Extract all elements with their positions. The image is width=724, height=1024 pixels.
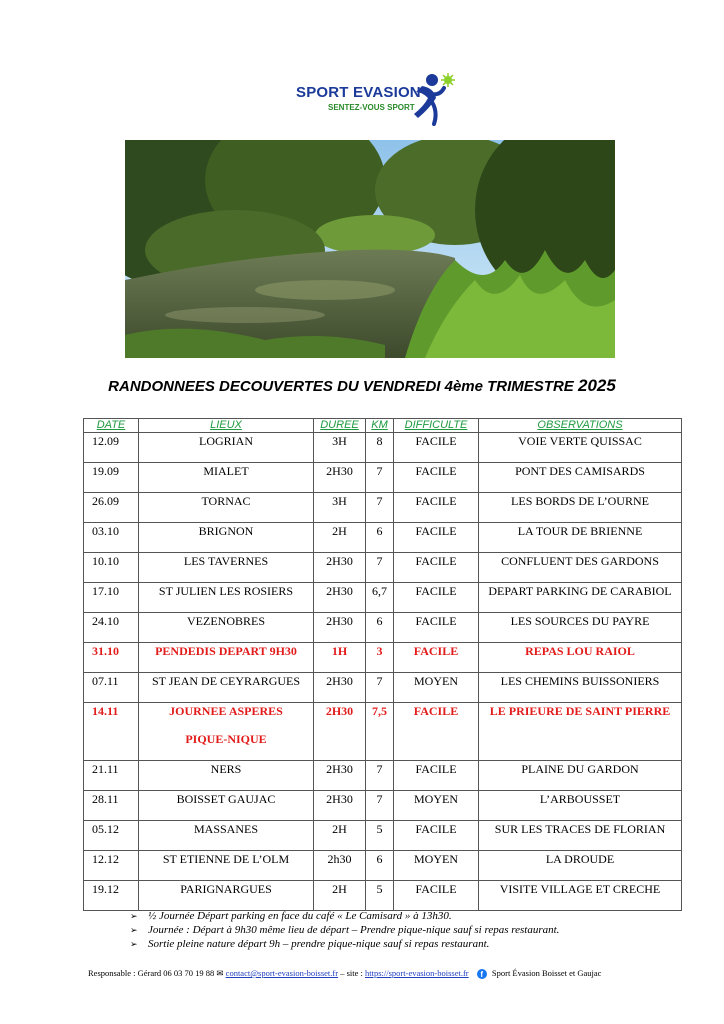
cell-km: 6 [366, 613, 394, 643]
cell-duree: 2H30 [314, 791, 366, 821]
cell-duree: 2H30 [314, 761, 366, 791]
table-row-highlighted [84, 643, 682, 673]
cell-km: 7 [366, 761, 394, 791]
cell-lieu: ST ETIENNE DE L’OLM [139, 851, 314, 881]
cell-observations: LES CHEMINS BUISSONIERS [479, 673, 682, 703]
arrow-bullet-icon: ➢ [130, 911, 138, 921]
cell-duree: 2H [314, 881, 366, 911]
note-text: ½ Journée Départ parking en face du café « Le Camisard » à 13h30. [148, 910, 452, 922]
table-row [84, 613, 682, 643]
cell-difficulte: MOYEN [394, 673, 479, 703]
header-lieux: LIEUX [139, 419, 314, 433]
river-landscape-photo [125, 140, 615, 358]
document-title [0, 376, 724, 396]
cell-lieu: ST JEAN DE CEYRARGUES [139, 673, 314, 703]
cell-observations: SUR LES TRACES DE FLORIAN [479, 821, 682, 851]
cell-lieu: MIALET [139, 463, 314, 493]
cell-km: 7 [366, 673, 394, 703]
cell-date: 10.10 [84, 553, 139, 583]
cell-duree: 2h30 [314, 851, 366, 881]
cell-difficulte: FACILE [394, 463, 479, 493]
cell-difficulte: FACILE [394, 613, 479, 643]
table-row-highlighted [84, 703, 682, 761]
cell-date: 17.10 [84, 583, 139, 613]
cell-date: 14.11 [84, 703, 139, 761]
cell-observations: DEPART PARKING DE CARABIOL [479, 583, 682, 613]
cell-difficulte: FACILE [394, 433, 479, 463]
footer [88, 968, 601, 979]
footer-responsable: Responsable : Gérard 06 03 70 19 88 [88, 968, 215, 978]
cell-duree: 1H [314, 643, 366, 673]
cell-km: 7 [366, 463, 394, 493]
table-row [84, 761, 682, 791]
cell-duree: 2H [314, 821, 366, 851]
cell-duree: 2H [314, 523, 366, 553]
cell-duree: 2H30 [314, 613, 366, 643]
header-date: DATE [84, 419, 139, 433]
cell-difficulte: FACILE [394, 523, 479, 553]
footer-email-link[interactable]: contact@sport-evasion-boisset.fr [225, 968, 339, 978]
cell-date: 07.11 [84, 673, 139, 703]
cell-lieu: MASSANES [139, 821, 314, 851]
cell-difficulte: FACILE [394, 703, 479, 761]
cell-lieu: NERS [139, 761, 314, 791]
cell-date: 24.10 [84, 613, 139, 643]
table-row [84, 881, 682, 911]
arrow-bullet-icon: ➢ [130, 939, 138, 949]
schedule-table [83, 418, 682, 911]
table-row [84, 673, 682, 703]
header-km: KM [366, 419, 394, 433]
cell-km: 7 [366, 493, 394, 523]
cell-lieu: PENDEDIS DEPART 9H30 [139, 643, 314, 673]
cell-date: 19.12 [84, 881, 139, 911]
note-text: Journée : Départ à 9h30 même lieu de départ – Prendre pique-nique sauf si repas restaurant. [148, 924, 560, 936]
table-row [84, 553, 682, 583]
cell-observations: PLAINE DU GARDON [479, 761, 682, 791]
cell-difficulte: FACILE [394, 821, 479, 851]
cell-lieu: PARIGNARGUES [139, 881, 314, 911]
cell-date: 21.11 [84, 761, 139, 791]
cell-observations: LE PRIEURE DE SAINT PIERRE [479, 703, 682, 761]
footer-facebook: Sport Évasion Boisset et Gaujac [491, 968, 602, 978]
logo-tagline: SENTEZ-VOUS SPORT [328, 103, 415, 112]
cell-difficulte: FACILE [394, 553, 479, 583]
cell-lieu: BRIGNON [139, 523, 314, 553]
cell-km: 5 [366, 821, 394, 851]
cell-km: 6 [366, 851, 394, 881]
sport-evasion-logo [290, 70, 460, 130]
note-item [130, 909, 559, 923]
footer-site-link[interactable]: https://sport-evasion-boisset.fr [365, 968, 469, 978]
cell-difficulte: FACILE [394, 761, 479, 791]
footer-site-label: – site : [340, 968, 363, 978]
cell-difficulte: FACILE [394, 881, 479, 911]
table-row [84, 791, 682, 821]
table-row [84, 433, 682, 463]
note-text: Sortie pleine nature départ 9h – prendre pique-nique sauf si repas restaurant. [148, 938, 490, 950]
cell-date: 12.09 [84, 433, 139, 463]
arrow-bullet-icon: ➢ [130, 925, 138, 935]
cell-difficulte: FACILE [394, 493, 479, 523]
cell-duree: 2H30 [314, 463, 366, 493]
cell-lieu: VEZENOBRES [139, 613, 314, 643]
table-row [84, 851, 682, 881]
cell-lieu [139, 703, 314, 761]
cell-date: 12.12 [84, 851, 139, 881]
cell-km: 7 [366, 553, 394, 583]
cell-observations: VISITE VILLAGE ET CRECHE [479, 881, 682, 911]
table-row [84, 821, 682, 851]
title-text: RANDONNEES DECOUVERTES DU VENDREDI 4ème TRIMESTRE [108, 378, 574, 395]
email-icon: ✉ [216, 968, 224, 978]
cell-observations: LES SOURCES DU PAYRE [479, 613, 682, 643]
cell-observations: CONFLUENT DES GARDONS [479, 553, 682, 583]
table-row [84, 493, 682, 523]
table-row [84, 463, 682, 493]
table-row [84, 523, 682, 553]
cell-observations: LA DROUDE [479, 851, 682, 881]
cell-observations: LES BORDS DE L’OURNE [479, 493, 682, 523]
cell-difficulte: MOYEN [394, 791, 479, 821]
header-duree: DUREE [314, 419, 366, 433]
cell-date: 28.11 [84, 791, 139, 821]
cell-observations: PONT DES CAMISARDS [479, 463, 682, 493]
cell-observations: REPAS LOU RAIOL [479, 643, 682, 673]
cell-duree: 2H30 [314, 703, 366, 761]
runner-icon [408, 70, 456, 126]
logo-title: SPORT EVASION [296, 84, 421, 101]
cell-lieu-line2: PIQUE-NIQUE [185, 732, 267, 746]
table-header-row [84, 419, 682, 433]
title-year: 2025 [577, 376, 616, 395]
cell-lieu: LOGRIAN [139, 433, 314, 463]
header-difficulte: DIFFICULTE [394, 419, 479, 433]
cell-date: 03.10 [84, 523, 139, 553]
cell-km: 7,5 [366, 703, 394, 761]
cell-km: 8 [366, 433, 394, 463]
cell-difficulte: MOYEN [394, 851, 479, 881]
facebook-icon[interactable]: f [477, 969, 487, 979]
cell-lieu: ST JULIEN LES ROSIERS [139, 583, 314, 613]
cell-date: 05.12 [84, 821, 139, 851]
note-item [130, 937, 559, 951]
note-item [130, 923, 559, 937]
cell-duree: 2H30 [314, 673, 366, 703]
cell-duree: 3H [314, 433, 366, 463]
cell-km: 5 [366, 881, 394, 911]
cell-observations: LA TOUR DE BRIENNE [479, 523, 682, 553]
cell-difficulte: FACILE [394, 583, 479, 613]
cell-observations: VOIE VERTE QUISSAC [479, 433, 682, 463]
cell-date: 26.09 [84, 493, 139, 523]
cell-lieu: LES TAVERNES [139, 553, 314, 583]
table-row [84, 583, 682, 613]
cell-duree: 2H30 [314, 583, 366, 613]
cell-difficulte: FACILE [394, 643, 479, 673]
cell-duree: 2H30 [314, 553, 366, 583]
cell-date: 31.10 [84, 643, 139, 673]
cell-date: 19.09 [84, 463, 139, 493]
cell-km: 6 [366, 523, 394, 553]
cell-lieu: TORNAC [139, 493, 314, 523]
cell-observations: L’ARBOUSSET [479, 791, 682, 821]
cell-duree: 3H [314, 493, 366, 523]
cell-lieu: BOISSET GAUJAC [139, 791, 314, 821]
cell-lieu-line1: JOURNEE ASPERES [169, 704, 283, 718]
cell-km: 7 [366, 791, 394, 821]
cell-km: 6,7 [366, 583, 394, 613]
cell-km: 3 [366, 643, 394, 673]
header-observations: OBSERVATIONS [479, 419, 682, 433]
notes-list [130, 909, 559, 951]
